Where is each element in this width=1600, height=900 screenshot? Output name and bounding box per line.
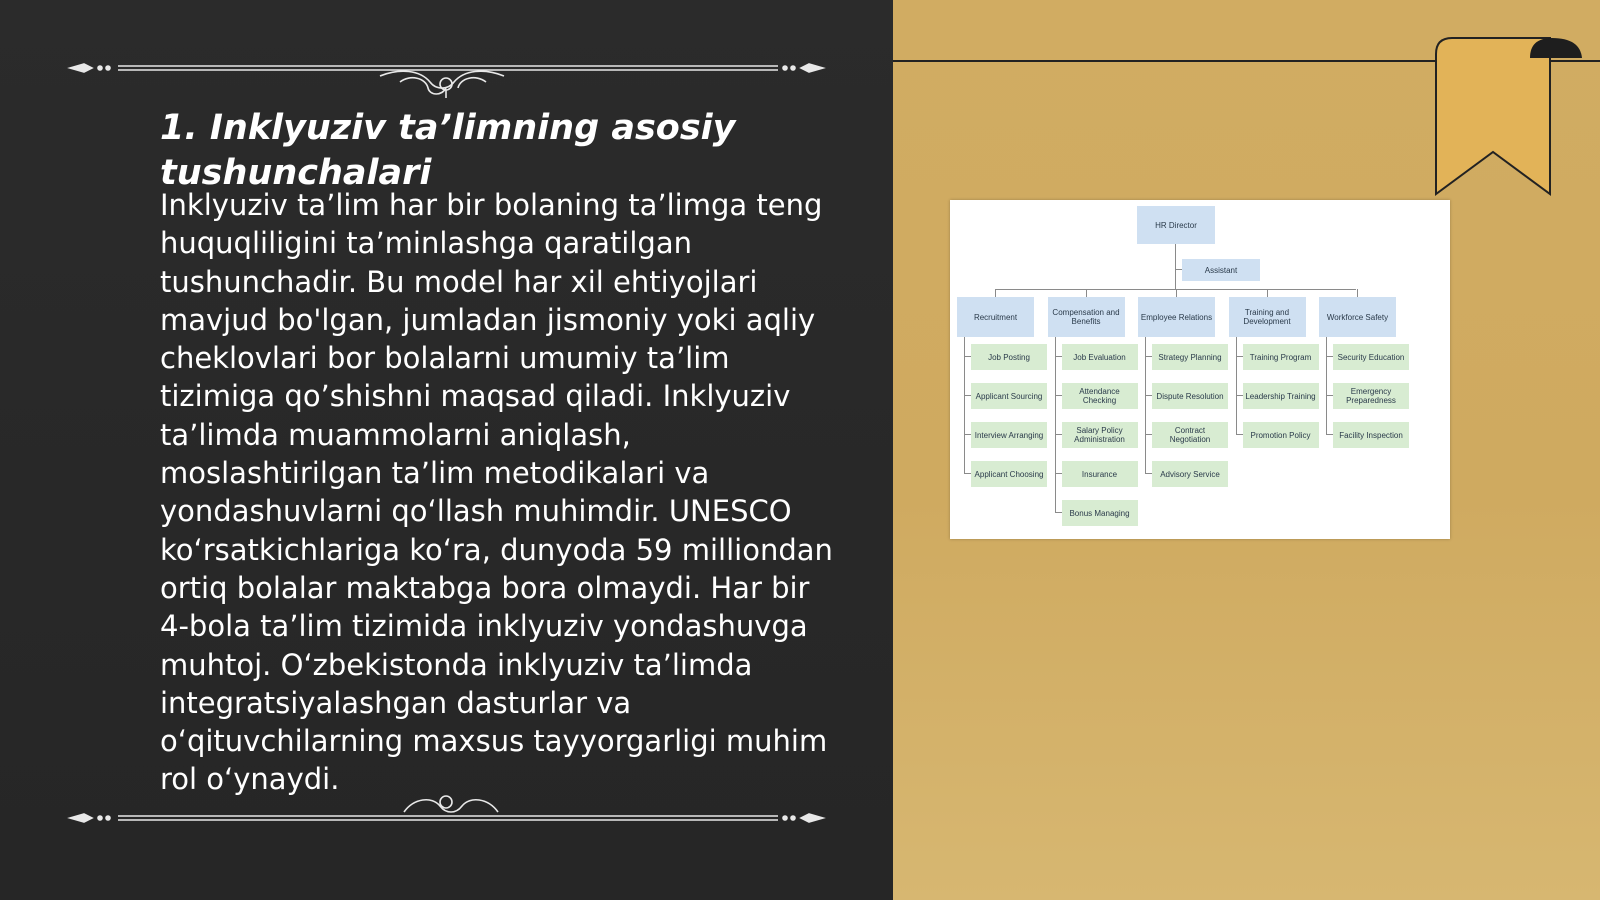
org-chart-connector (1326, 434, 1333, 435)
org-chart-connector (1055, 337, 1056, 513)
top-ornament-divider (0, 38, 893, 98)
org-chart-connector (1357, 289, 1358, 297)
org-item-box: Security Education (1333, 344, 1409, 370)
org-item-box: Training Program (1243, 344, 1319, 370)
org-chart-connector (1326, 337, 1327, 435)
org-item-box: Dispute Resolution (1152, 383, 1228, 409)
bookmark-ribbon-icon (1430, 34, 1600, 204)
org-dept-box: Compensation and Benefits (1048, 297, 1125, 337)
slide-title: 1. Inklyuziv ta’limning asosiy tushunchalari (160, 108, 736, 193)
org-chart-connector (1055, 395, 1062, 396)
org-chart-connector (1236, 395, 1243, 396)
org-chart-connector (1267, 289, 1268, 297)
org-item-box: Job Evaluation (1062, 344, 1138, 370)
org-chart-image (950, 200, 1450, 539)
org-chart-connector (964, 395, 971, 396)
org-chart-connector (1145, 473, 1152, 474)
org-chart-connector (964, 356, 971, 357)
org-dept-box: Workforce Safety (1319, 297, 1396, 337)
bottom-ornament-divider (0, 792, 893, 852)
org-item-box: Interview Arranging (971, 422, 1047, 448)
org-chart-connector (1055, 473, 1062, 474)
org-chart-connector (1145, 337, 1146, 474)
org-item-box: Contract Negotiation (1152, 422, 1228, 448)
slide-body-text: Inklyuziv ta’lim har bir bolaning ta’limga teng huquqliligini ta’minlashga qaratilgan tushunchadir. Bu model har xil ehtiyojlari mavjud bo'lgan, jumladan jismoniy yoki aqliy cheklovlari bor bolalarni umumiy ta’lim tizimiga qo’shishni maqsad qiladi. Inklyuziv ta’limda muammolarni aniqlash, moslashtirilgan ta’lim metodikalari va yondashuvlarni qo‘llash muhimdir. UNESCO ko‘rsatkichlariga ko‘ra, dunyoda 59 milliondan ortiq bolalar maktabga bora olmaydi. Har bir 4-bola ta’lim tizimida inklyuziv yondashuvga muhtoj. O‘zbekistonda inklyuziv ta’limda integratsiyalashgan dasturlar va o‘qituvchilarning maxsus tayyorgarligi muhim rol o‘ynaydi. (160, 188, 833, 797)
org-item-box: Emergency Preparedness (1333, 383, 1409, 409)
org-chart-connector (1326, 356, 1333, 357)
org-item-box: Promotion Policy (1243, 422, 1319, 448)
org-chart-connector (1326, 395, 1333, 396)
org-item-box: Advisory Service (1152, 461, 1228, 487)
org-chart-connector (1055, 434, 1062, 435)
org-chart-connector (1236, 434, 1243, 435)
org-chart-connector (1175, 244, 1176, 290)
org-chart-connector (1055, 512, 1062, 513)
org-chart-connector (964, 337, 965, 474)
org-chart-connector (964, 434, 971, 435)
org-chart-connector (1236, 337, 1237, 435)
org-director-box: HR Director (1137, 206, 1215, 244)
org-chart-connector (1176, 269, 1182, 270)
org-item-box: Facility Inspection (1333, 422, 1409, 448)
org-chart-connector (1236, 356, 1243, 357)
org-chart-connector (1176, 289, 1177, 297)
org-item-box: Applicant Choosing (971, 461, 1047, 487)
org-chart-connector (1145, 395, 1152, 396)
org-item-box: Bonus Managing (1062, 500, 1138, 526)
org-item-box: Salary Policy Administration (1062, 422, 1138, 448)
org-chart-connector (1145, 356, 1152, 357)
org-item-box: Attendance Checking (1062, 383, 1138, 409)
org-dept-box: Employee Relations (1138, 297, 1215, 337)
org-chart-connector (1055, 356, 1062, 357)
org-assistant-box: Assistant (1182, 259, 1260, 281)
org-item-box: Applicant Sourcing (971, 383, 1047, 409)
org-item-box: Strategy Planning (1152, 344, 1228, 370)
org-chart-connector (964, 473, 971, 474)
org-item-box: Job Posting (971, 344, 1047, 370)
org-chart-connector (1145, 434, 1152, 435)
org-dept-box: Training and Development (1229, 297, 1306, 337)
org-item-box: Leadership Training (1243, 383, 1319, 409)
org-dept-box: Recruitment (957, 297, 1034, 337)
org-chart-connector (1086, 289, 1087, 297)
org-chart-connector (995, 289, 996, 297)
org-item-box: Insurance (1062, 461, 1138, 487)
